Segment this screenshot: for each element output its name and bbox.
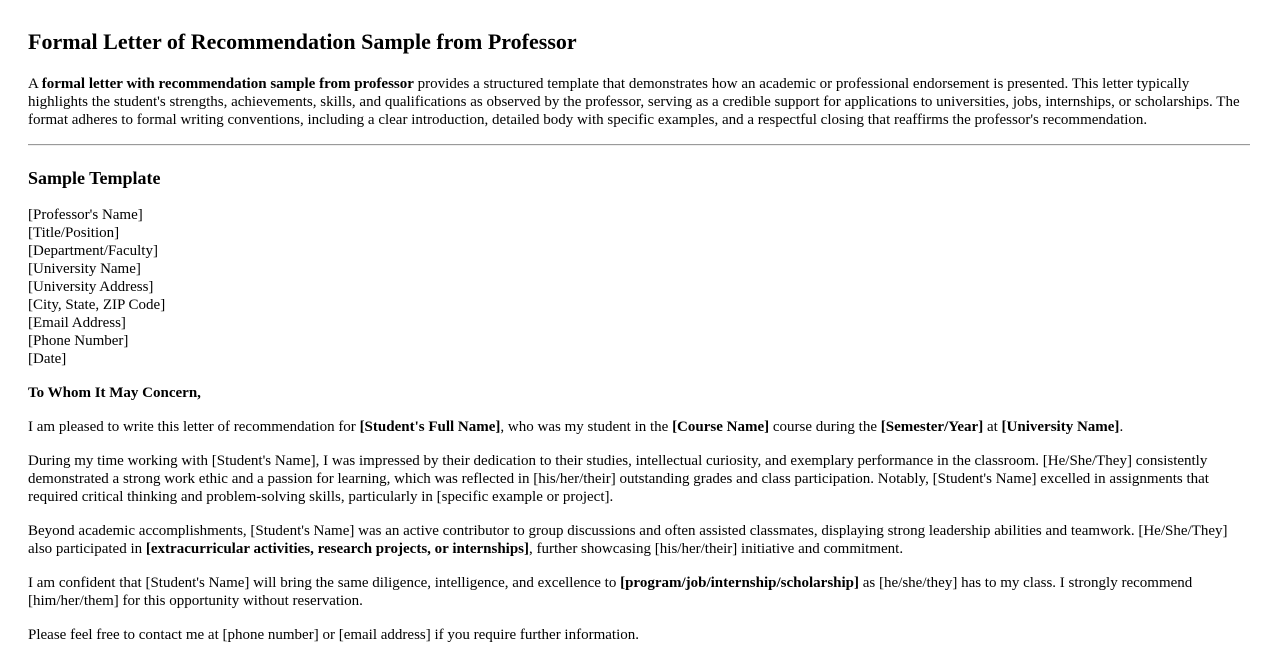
para1-text-1: I am pleased to write this letter of recommendation for	[28, 419, 360, 435]
para1-text-3: course during the	[769, 419, 881, 435]
address-line-title: [Title/Position]	[28, 225, 120, 241]
para4-text-2: as [he/she/they] has to my class. I strongly recommend [him/her/them] for this opportunity without reservation.	[28, 575, 1193, 609]
intro-lead: A	[28, 76, 42, 92]
para1-text-5: .	[1119, 419, 1124, 435]
intro-paragraph	[28, 75, 1250, 129]
para3-text-1: Beyond academic accomplishments, [Student's Name] was an active contributor to group discussions and often assisted classmates, displaying strong leadership abilities and teamwork. [He/She/They] also participated in	[28, 523, 1228, 557]
address-line-department: [Department/Faculty]	[28, 243, 158, 259]
activities-placeholder: [extracurricular activities, research projects, or internships]	[145, 541, 529, 557]
letter-paragraph-1	[28, 418, 1250, 436]
section-heading: Sample Template	[28, 168, 161, 188]
para4-text-1: I am confident that [Student's Name] will bring the same diligence, intelligence, and excellence to	[28, 575, 621, 591]
letter-paragraph-5: Please feel free to contact me at [phone number] or [email address] if you require further information.	[28, 627, 640, 643]
intro-bold-phrase: formal letter with recommendation sample from professor	[41, 76, 414, 92]
salutation	[28, 384, 1250, 402]
course-name-placeholder: [Course Name]	[672, 419, 770, 435]
address-line-phone: [Phone Number]	[28, 333, 129, 349]
intro-rest: provides a structured template that demonstrates how an academic or professional endorsement is presented. This letter typically highlights the student's strengths, achievements, skills, and qualifications as observed by the professor, serving as a credible support for applications to universities, jobs, internships, or scholarships. The format adheres to formal writing conventions, including a clear introduction, detailed body with specific examples, and a respectful closing that reaffirms the professor's recommendation.	[28, 76, 1240, 128]
para1-text-4: at	[983, 419, 1002, 435]
section-divider	[28, 144, 1250, 146]
address-line-university-address: [University Address]	[28, 279, 154, 295]
salutation-text: To Whom It May Concern,	[28, 385, 201, 401]
letter-paragraph-2: During my time working with [Student's Name], I was impressed by their dedication to their studies, intellectual curiosity, and exemplary performance in the classroom. [He/She/They] consistently demonstrated a strong work ethic and a passion for learning, which was reflected in [his/her/their] outstanding grades and class participation. Notably, [Student's Name] excelled in assignments that required critical thinking and problem-solving skills, particularly in [specific example or project].	[28, 453, 1209, 505]
address-line-city-state-zip: [City, State, ZIP Code]	[28, 297, 166, 313]
address-line-date: [Date]	[28, 351, 67, 367]
sender-address-block	[28, 206, 1250, 368]
page-title: Formal Letter of Recommendation Sample from Professor	[28, 29, 577, 54]
letter-paragraph-4	[28, 574, 1250, 610]
program-placeholder: [program/job/internship/scholarship]	[620, 575, 860, 591]
student-full-name-placeholder: [Student's Full Name]	[359, 419, 501, 435]
letter-paragraph-3	[28, 522, 1250, 558]
para1-text-2: , who was my student in the	[500, 419, 673, 435]
para3-text-2: , further showcasing [his/her/their] initiative and commitment.	[529, 541, 904, 557]
semester-year-placeholder: [Semester/Year]	[880, 419, 984, 435]
address-line-professor-name: [Professor's Name]	[28, 207, 143, 223]
university-name-placeholder: [University Name]	[1001, 419, 1120, 435]
address-line-email: [Email Address]	[28, 315, 126, 331]
address-line-university-name: [University Name]	[28, 261, 141, 277]
